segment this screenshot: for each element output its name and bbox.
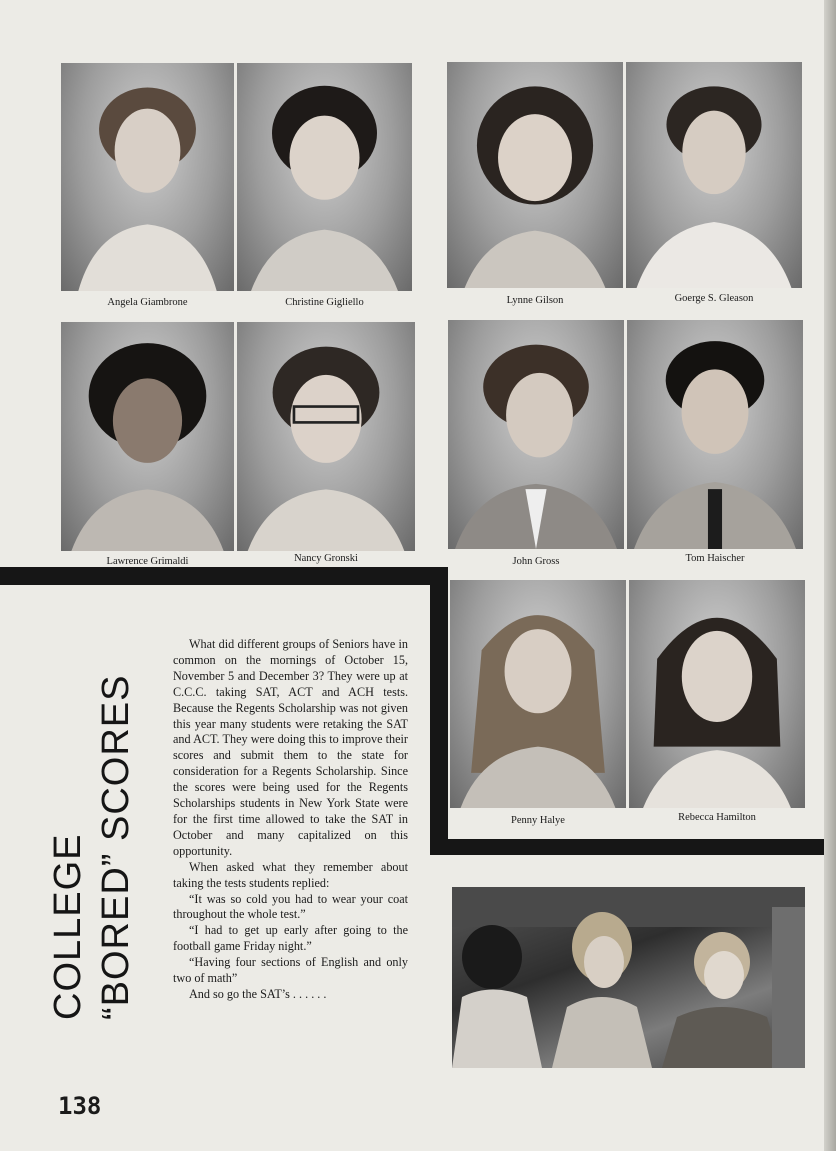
- portrait-caption: Lynne Gilson: [506, 295, 564, 306]
- portrait-caption: Christine Gigliello: [285, 297, 364, 308]
- article-title-line-1: COLLEGE: [47, 833, 89, 1020]
- candid-photo: [452, 887, 805, 1068]
- portrait-photo: [448, 320, 624, 549]
- article-quote: “I had to get up early after going to the football game Friday night.”: [173, 923, 408, 954]
- portrait-photo: [61, 63, 234, 291]
- portrait-photo: [629, 580, 805, 808]
- article-title: [44, 675, 140, 1020]
- portrait-caption: Tom Haischer: [685, 553, 745, 564]
- article-paragraph: When asked what they remember about taking the tests students replied:: [173, 859, 408, 890]
- article-quote: “Having four sections of English and only two of math”: [173, 955, 408, 986]
- article-paragraph: What did different groups of Seniors have in common on the mornings of October 15, November 5 and December 3? They were up at C.C.C. taking SAT, ACT and ACH tests. Because the Regents Scholarship was not given this year many students were retaking the SAT and ACT. They were doing this to improve their scores and submit them to the state for consideration for a Regents Scholarship. Since the scores were being used for the Regents Scholarships students in New York State were for the first time allowed to take the SAT in October and many capitalized on this opportunity.: [173, 637, 408, 858]
- portrait-caption: Nancy Gronski: [294, 553, 358, 564]
- frame-bar-top: [0, 567, 448, 585]
- portrait-photo: [450, 580, 626, 808]
- page-number: 138: [58, 1092, 102, 1120]
- portrait-photo: [237, 63, 412, 291]
- article-paragraph: And so go the SAT’s . . . . . .: [189, 986, 327, 1001]
- portrait-photo: [447, 62, 623, 288]
- portrait-caption: John Gross: [512, 556, 560, 567]
- frame-bar-bottom: [430, 839, 836, 855]
- portrait-caption: Rebecca Hamilton: [678, 812, 756, 823]
- page-edge: [824, 0, 836, 1151]
- portrait-caption: Angela Giambrone: [107, 297, 188, 308]
- article-quote: “It was so cold you had to wear your coat throughout the whole test.”: [173, 891, 408, 922]
- portrait-photo: [61, 322, 234, 551]
- portrait-caption: Goerge S. Gleason: [674, 293, 754, 304]
- portrait-photo: [237, 322, 415, 551]
- portrait-caption: Lawrence Grimaldi: [106, 556, 189, 567]
- frame-bar-vertical: [430, 567, 448, 855]
- portrait-caption: Penny Halye: [511, 815, 565, 826]
- portrait-photo: [626, 62, 802, 288]
- article-title-line-2: “BORED” SCORES: [95, 674, 137, 1020]
- portrait-photo: [627, 320, 803, 549]
- article-body: [173, 637, 408, 1003]
